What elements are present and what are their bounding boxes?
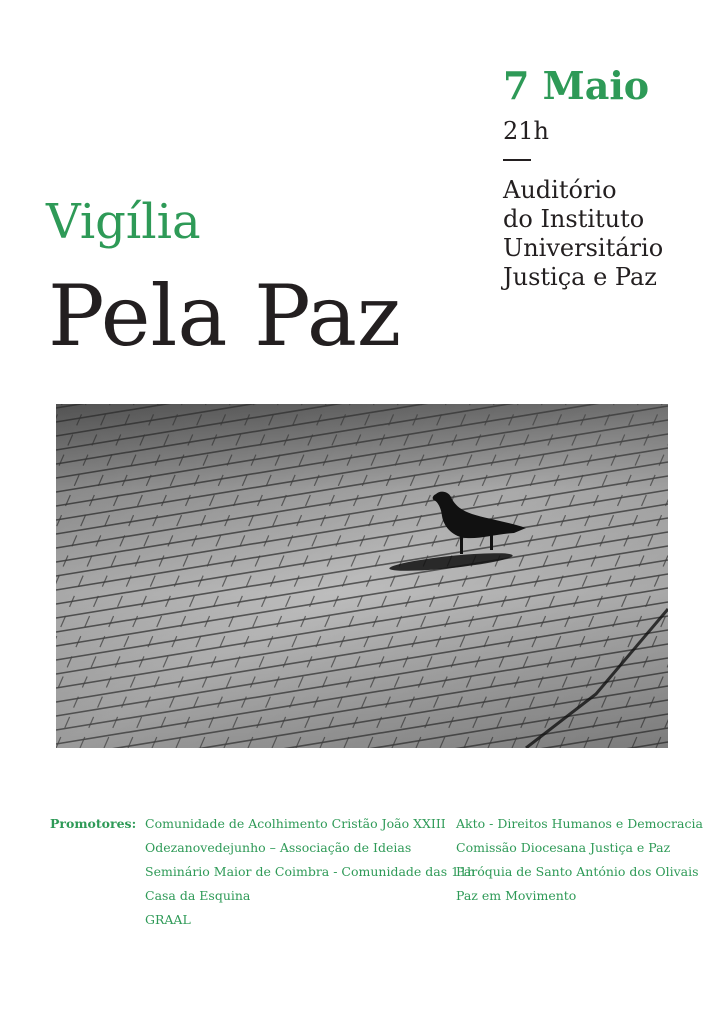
- venue-line: Auditório: [503, 176, 617, 204]
- promoters-list-right: [456, 812, 703, 908]
- title-kicker: Vigília: [46, 194, 201, 250]
- venue-line: do Instituto: [503, 205, 645, 233]
- title-headline: Pela Paz: [48, 267, 402, 365]
- pigeon-photo: [56, 404, 668, 748]
- divider-dash: [503, 159, 531, 161]
- pigeon-on-cobblestones-image: [56, 404, 668, 748]
- promoter-item: GRAAL: [145, 912, 191, 927]
- promoter-item: Comissão Diocesana Justiça e Paz: [456, 840, 671, 855]
- promoter-item: Odezanovedejunho – Associação de Ideias: [145, 840, 412, 855]
- venue-line: Universitário: [503, 234, 664, 262]
- promoter-item: Paróquia de Santo António dos Olivais: [456, 864, 699, 879]
- promoter-item: Akto - Direitos Humanos e Democracia: [456, 816, 703, 831]
- venue-line: Justiça e Paz: [503, 263, 657, 291]
- event-venue: [503, 176, 663, 292]
- promoter-item: Casa da Esquina: [145, 888, 251, 903]
- event-date: 7 Maio: [503, 63, 650, 108]
- promoter-item: Paz em Movimento: [456, 888, 577, 903]
- event-time: 21h: [503, 117, 549, 145]
- promoters-label: Promotores:: [50, 816, 137, 831]
- promoter-item: Seminário Maior de Coimbra - Comunidade das 11h: [145, 864, 476, 879]
- promoter-item: Comunidade de Acolhimento Cristão João XXIII: [145, 816, 446, 831]
- promoters-list-left: [145, 812, 475, 932]
